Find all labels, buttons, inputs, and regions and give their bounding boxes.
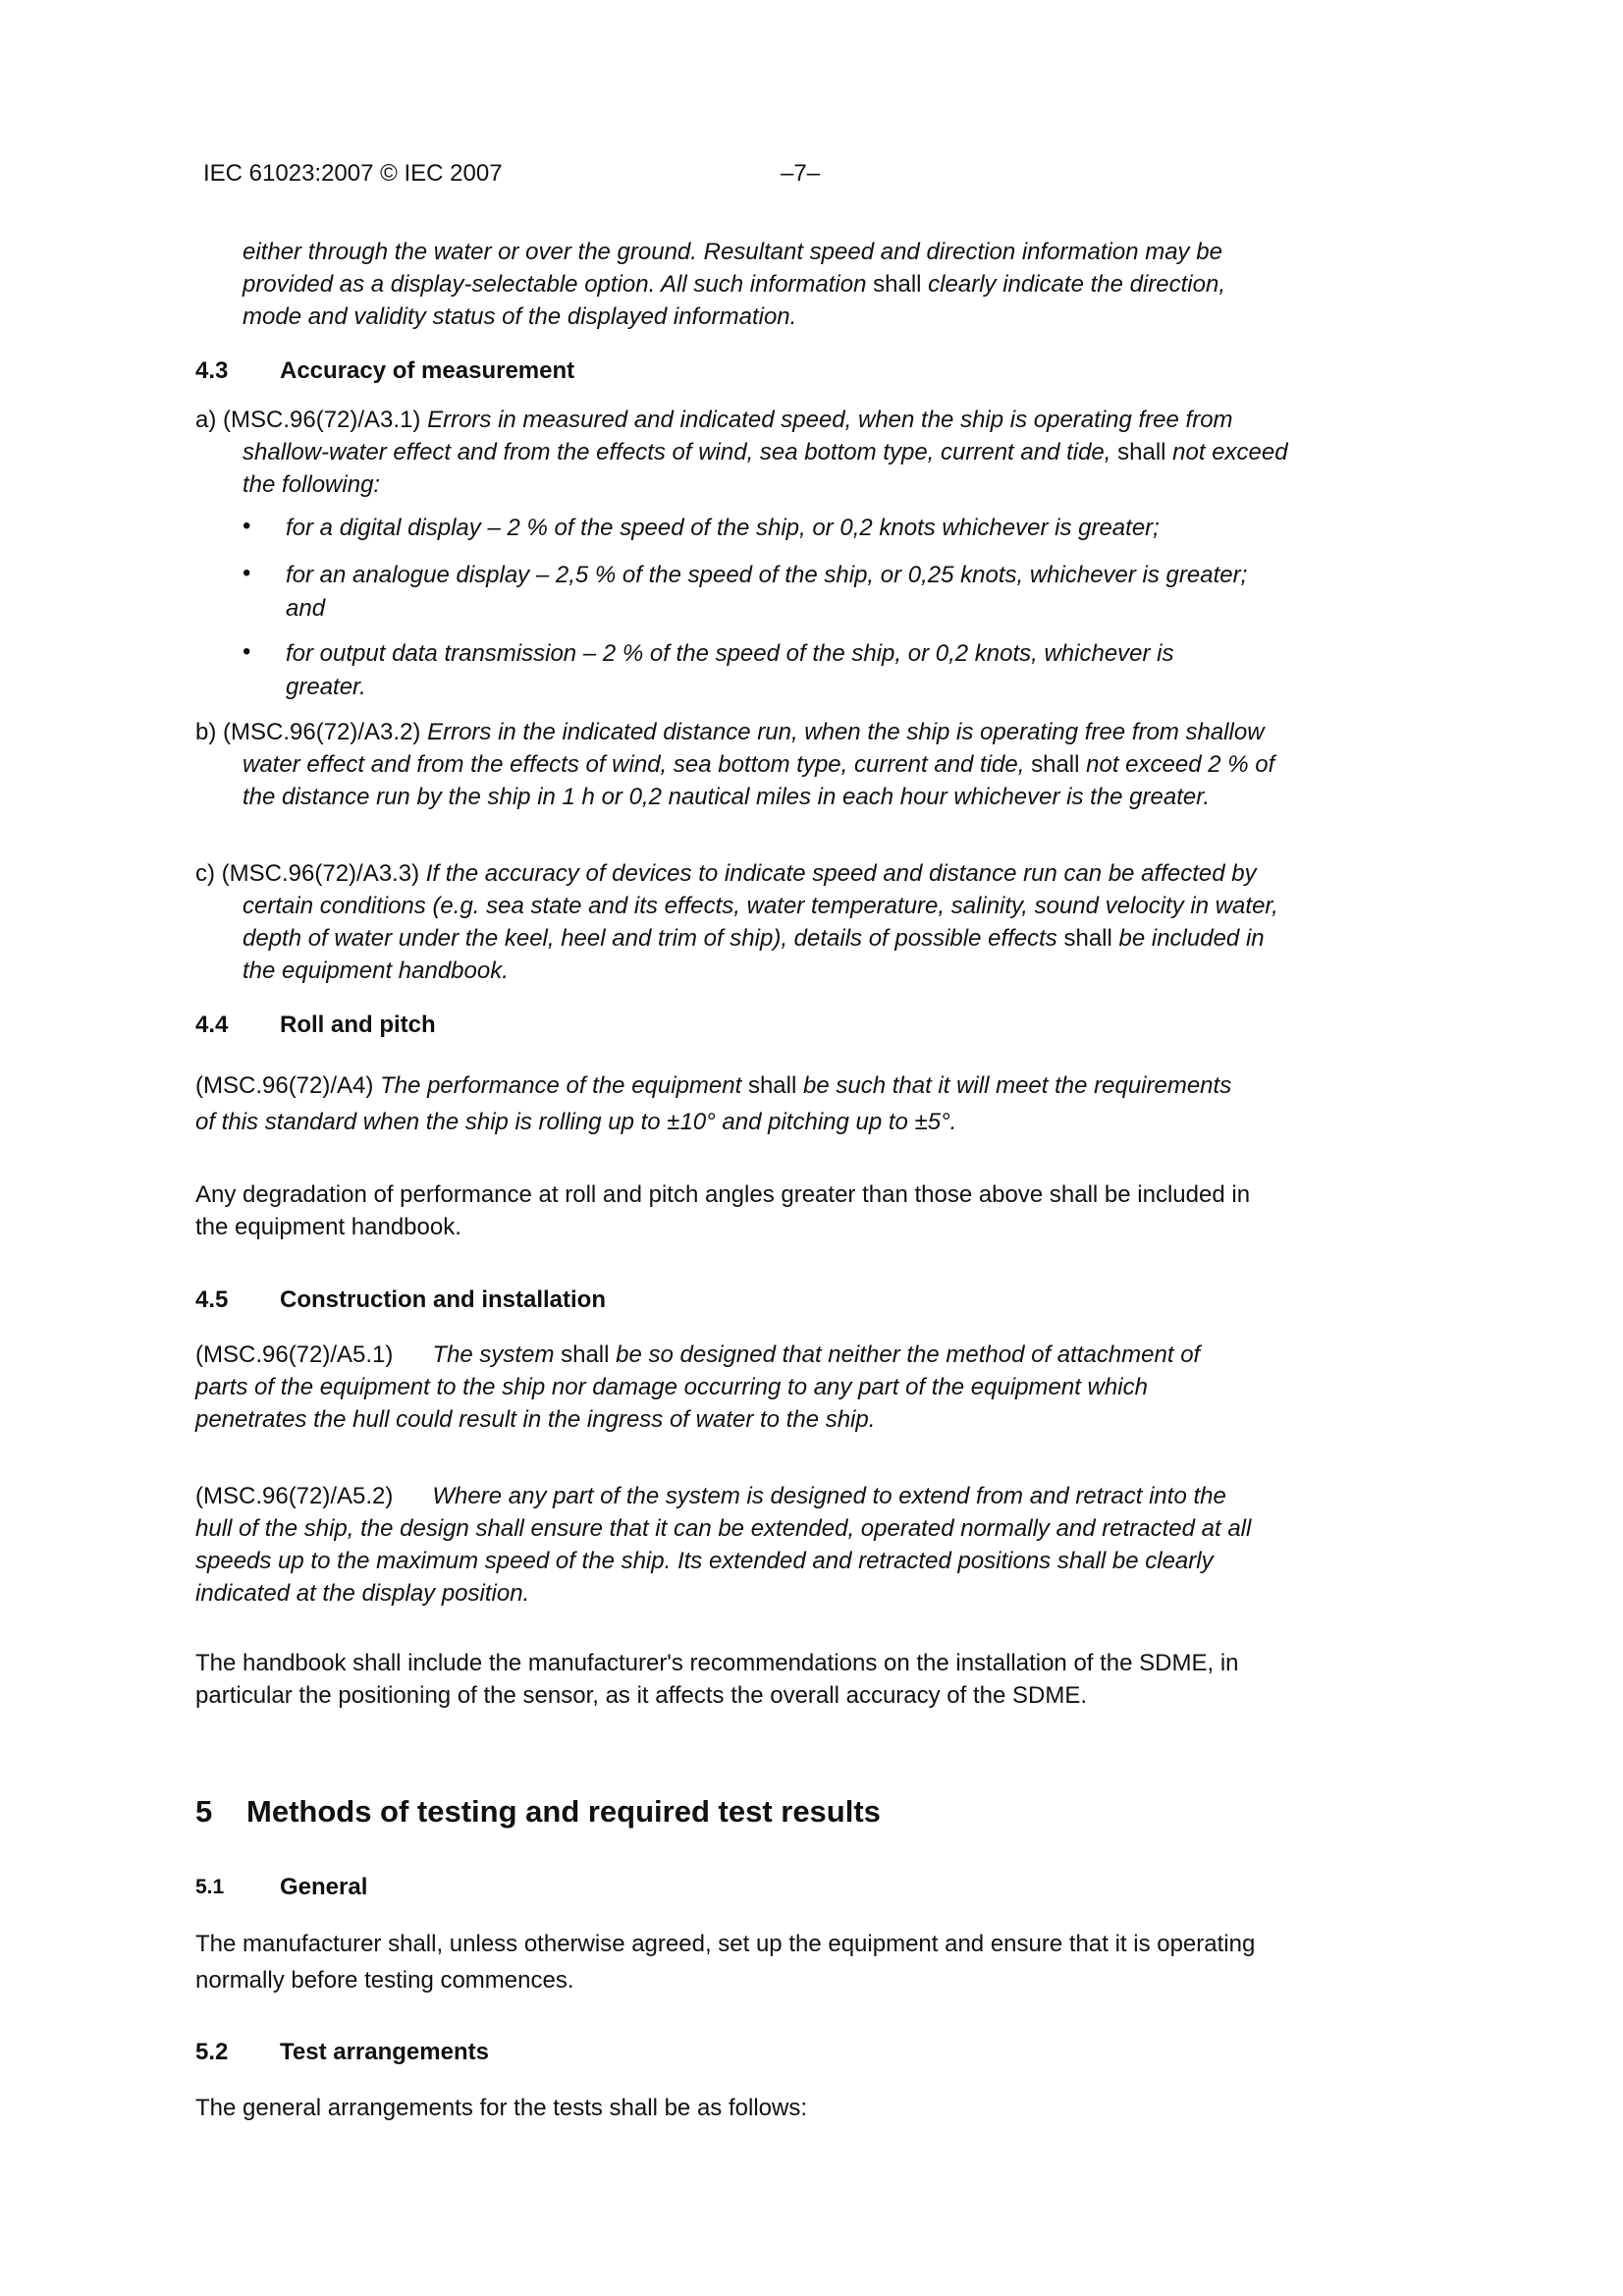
bullet-item: for an analogue display – 2,5 % of the speed of the ship, or 0,25 knots, whichever is greater; and xyxy=(286,562,1248,622)
bullet-item: for output data transmission – 2 % of the speed of the ship, or 0,2 knots, whichever is greater. xyxy=(286,640,1174,700)
bullet-symbol: • xyxy=(243,560,251,586)
clause-c-italic-1: If the accuracy of devices to indicate speed and distance run can be affected by certain conditions (e.g. sea state and its effects, water temperature, salinity, sound velocity in water, depth of water under the keel, heel and trim of ship), details of possible effects xyxy=(243,860,1278,952)
section-title: Accuracy of measurement xyxy=(280,357,575,384)
section-number: 5.2 xyxy=(195,2039,229,2065)
clause-a-italic-1: Errors in measured and indicated speed, when the ship is operating free from shallow-water effect and from the effects of wind, sea bottom type, current and tide, xyxy=(243,407,1233,465)
installation-handbook-paragraph: The handbook shall include the manufacturer's recommendations on the installation of the SDME, in particular the positioning of the sensor, as it affects the overall accuracy of the SDME. xyxy=(195,1650,1239,1709)
construction-italic-2: be so designed that neither the method of attachment of parts of the equipment to the ship nor damage occurring to any part of the equipment which penetrates the hull could result in the ingress of water to the ship. xyxy=(195,1341,1201,1433)
roll-pitch-italic-1: The performance of the equipment xyxy=(380,1072,742,1099)
section-number: 4.4 xyxy=(195,1011,229,1038)
intro-italic-1: either through the water or over the ground. Resultant speed and direction information may be provided as a display-selectable option. All such information xyxy=(243,239,1222,298)
section-title: Test arrangements xyxy=(280,2039,489,2065)
clause-b-ref: b) (MSC.96(72)/A3.2) xyxy=(195,719,428,745)
bullet-symbol: • xyxy=(243,513,251,539)
section-title: Roll and pitch xyxy=(280,1011,436,1038)
clause-c-italic-2: be included in the equipment handbook. xyxy=(243,925,1265,984)
clause-b-italic-1: Errors in the indicated distance run, when the ship is operating free from shallow water effect and from the effects of wind, sea bottom type, current and tide, xyxy=(243,719,1265,778)
roll-pitch-requirement xyxy=(195,1067,1256,1140)
intro-shall: shall xyxy=(866,271,929,298)
roll-pitch-degradation: Any degradation of performance at roll and pitch angles greater than those above shall be included in the equipment handbook. xyxy=(195,1181,1251,1240)
construction-paragraph-2 xyxy=(195,1480,1256,1610)
header-left: IEC 61023:2007 © IEC 2007 xyxy=(203,160,503,187)
section-number: 5.1 xyxy=(195,1876,225,1898)
clause-c-shall: shall xyxy=(1056,925,1119,952)
clause-b-italic-2: not exceed 2 % of the distance run by the ship in 1 h or 0,2 nautical miles in each hour whichever is the greater. xyxy=(243,751,1275,810)
construction-ref-1: (MSC.96(72)/A5.1) xyxy=(195,1341,433,1368)
construction-paragraph-1 xyxy=(195,1339,1256,1436)
section-title: Methods of testing and required test results xyxy=(246,1794,881,1829)
page-number: –7– xyxy=(781,160,821,187)
construction-ref-2: (MSC.96(72)/A5.2) xyxy=(195,1483,433,1509)
section-title: General xyxy=(280,1874,368,1900)
clause-a-italic-2: not exceed the following: xyxy=(243,439,1288,498)
bullet-symbol: • xyxy=(243,638,251,665)
clause-c xyxy=(195,857,1303,987)
roll-pitch-shall: shall xyxy=(741,1072,803,1099)
clause-a-shall: shall xyxy=(1110,439,1173,465)
clause-b-shall: shall xyxy=(1024,751,1087,778)
construction-shall: shall xyxy=(554,1341,617,1368)
test-arrangements-paragraph: The general arrangements for the tests shall be as follows: xyxy=(195,2095,807,2121)
construction-italic-3: Where any part of the system is designed to extend from and retract into the hull of the ship, the design shall ensure that it can be extended, operated normally and retracted at all speeds up to the maximum speed of the ship. Its extended and retracted positions shall be clearly indicated at the display position. xyxy=(195,1483,1252,1607)
general-paragraph: The manufacturer shall, unless otherwise agreed, set up the equipment and ensure that it is operating normally before testing commences. xyxy=(195,1931,1256,1994)
section-number: 4.3 xyxy=(195,357,229,384)
construction-italic-1: The system xyxy=(432,1341,555,1368)
clause-a-ref: a) (MSC.96(72)/A3.1) xyxy=(195,407,428,433)
clause-a xyxy=(195,404,1303,501)
clause-b xyxy=(195,716,1303,813)
section-title: Construction and installation xyxy=(280,1286,607,1313)
roll-pitch-ref: (MSC.96(72)/A4) xyxy=(195,1072,381,1099)
roll-pitch-italic-2: be such that it will meet the requirements of this standard when the ship is rolling up to ±10° and pitching up to ±5°. xyxy=(195,1072,1232,1135)
intro-italic-2: clearly indicate the direction, mode and validity status of the displayed information. xyxy=(243,271,1225,330)
section-number: 4.5 xyxy=(195,1286,229,1313)
section-number: 5 xyxy=(195,1794,213,1829)
bullet-item: for a digital display – 2 % of the speed of the ship, or 0,2 knots whichever is greater; xyxy=(286,515,1160,541)
intro-paragraph xyxy=(243,236,1254,333)
clause-c-ref: c) (MSC.96(72)/A3.3) xyxy=(195,860,426,887)
